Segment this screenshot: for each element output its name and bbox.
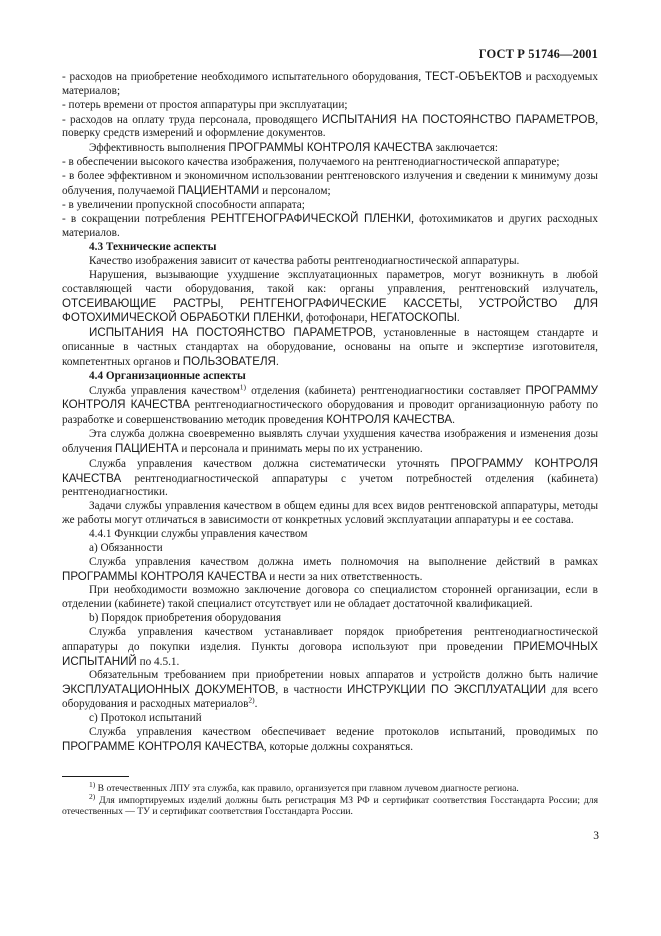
defined-term: ПОЛЬЗОВАТЕЛЯ bbox=[182, 354, 276, 368]
page-number: 3 bbox=[593, 830, 599, 842]
paragraph: Качество изображения зависит от качества работы рентгенодиагностической аппаратуры. bbox=[89, 254, 520, 267]
footnote-marker: 2) bbox=[89, 791, 96, 801]
defined-term: ПРОГРАММЫ КОНТРОЛЯ КАЧЕСТВА bbox=[62, 569, 267, 583]
item-heading: а) Обязанности bbox=[89, 541, 163, 554]
defined-term: РЕНТГЕНОГРАФИЧЕСКИЕ КАССЕТЫ bbox=[239, 296, 460, 310]
paragraph: - в более эффективном и экономичном использовании рентгеновского излучения и сведении к минимуму дозы облучения, получаемой ПАЦИЕНТАМИ и персоналом; bbox=[62, 169, 598, 197]
defined-term: ОТСЕИВАЮЩИЕ РАСТРЫ bbox=[62, 296, 221, 310]
defined-term: УСТРОЙСТВО ДЛЯ ФОТОХИМИЧЕСКОЙ ОБРАБОТКИ ПЛЕНКИ bbox=[62, 296, 599, 325]
body-text bbox=[62, 70, 598, 755]
defined-term: ПРОГРАММУ КОНТРОЛЯ КАЧЕСТВА bbox=[62, 456, 598, 485]
footnotes bbox=[62, 779, 598, 818]
paragraph: - в сокращении потребления РЕНТГЕНОГРАФИЧЕСКОЙ ПЛЕНКИ, фотохимикатов и других расходных материалов. bbox=[62, 212, 598, 240]
defined-term: ИСПЫТАНИЯ НА ПОСТОЯНСТВО ПАРАМЕТРОВ bbox=[321, 112, 596, 126]
item-heading: с) Протокол испытаний bbox=[89, 711, 202, 724]
footnote-ref: 2) bbox=[248, 695, 255, 705]
section-heading: 4.3 Технические аспекты bbox=[89, 241, 217, 254]
defined-term: ЭКСПЛУАТАЦИОННЫХ ДОКУМЕНТОВ bbox=[62, 683, 276, 697]
footnote-separator bbox=[62, 776, 129, 777]
paragraph: Эффективность выполнения ПРОГРАММЫ КОНТРОЛЯ КАЧЕСТВА заключается: bbox=[89, 141, 499, 155]
paragraph: Обязательным требованием при приобретении новых аппаратов и устройств должно быть наличие ЭКСПЛУАТАЦИОННЫХ ДОКУМЕНТОВ, в частности ИНСТРУКЦИИ ПО ЭКСПЛУАТАЦИИ для всего оборудования и расходных материалов$^{2)}$. bbox=[62, 669, 599, 711]
document-standard-number: ГОСТ Р 51746—2001 bbox=[478, 47, 598, 61]
defined-term: ПАЦИЕНТА bbox=[115, 441, 179, 455]
footnote-ref: 1) bbox=[239, 381, 247, 391]
paragraph: Задачи службы управления качеством в общем едины для всех видов рентгеновской аппаратуры, методы же работы могут отличаться в зависимости от конкретных условий эксплуатации аппаратуры и ее состава. bbox=[62, 500, 598, 527]
paragraph: - расходов на приобретение необходимого испытательного оборудования, ТЕСТ-ОБЪЕКТОВ и расходуемых материалов; bbox=[62, 70, 598, 97]
paragraph: - расходов на оплату труда персонала, проводящего ИСПЫТАНИЯ НА ПОСТОЯНСТВО ПАРАМЕТРОВ, поверку средств измерений и оформление документов. bbox=[62, 112, 598, 140]
paragraph: При необходимости возможно заключение договора со специалистом сторонней организации, если в отделении (кабинете) такой специалист отсутствует или не обладает достаточной квалификацией. bbox=[62, 584, 598, 611]
footnote-marker: 1) bbox=[89, 779, 96, 789]
paragraph: - в обеспечении высокого качества изображения, получаемого на рентгенодиагностической аппаратуре; bbox=[62, 156, 560, 169]
defined-term: ПРИЕМОЧНЫХ ИСПЫТАНИЙ bbox=[62, 639, 598, 668]
paragraph: Служба управления качеством$^{1)}$ отделения (кабинета) рентгенодиагностики составляет ПРОГРАММУ КОНТРОЛЯ КАЧЕСТВА рентгенодиагностического оборудования и проводит организационную работу по разработке и совершенствованию методик проведения КОНТРОЛЯ КАЧЕСТВА. bbox=[62, 381, 599, 427]
paragraph: ИСПЫТАНИЯ НА ПОСТОЯНСТВО ПАРАМЕТРОВ, установленные в настоящем стандарте и описанные в частных стандартах на оборудование, основаны на опыте и экспертизе изготовителя, компетентных органов и ПОЛЬЗОВАТЕЛЯ. bbox=[62, 326, 598, 368]
footnote: $^{1)}$ В отечественных ЛПУ эта служба, как правило, организуется при главном лучевом диагносте региона. bbox=[89, 779, 519, 794]
defined-term: ТЕСТ-ОБЪЕКТОВ bbox=[424, 70, 522, 83]
defined-term: НЕГАТОСКОПЫ bbox=[370, 311, 457, 325]
defined-term: ИНСТРУКЦИИ ПО ЭКСПЛУАТАЦИИ bbox=[346, 683, 547, 697]
paragraph: Служба управления качеством обеспечивает ведение протоколов испытаний, проводимых по ПРОГРАММЕ КОНТРОЛЯ КАЧЕСТВА, которые должны сохраняться. bbox=[62, 725, 598, 753]
defined-term: РЕНТГЕНОГРАФИЧЕСКОЙ ПЛЕНКИ bbox=[210, 212, 412, 226]
defined-term: ПРОГРАММЫ КОНТРОЛЯ КАЧЕСТВА bbox=[228, 141, 433, 155]
footnote: $^{2)}$ Для импортируемых изделий должны быть регистрация МЗ РФ и сертификат соответствия Госстандарта России; для отечественных — ТУ и сертификат соответствия Госстандарта России. bbox=[62, 791, 598, 818]
paragraph: Служба управления качеством устанавливает порядок приобретения рентгенодиагностической аппаратуры до покупки изделия. Пункты договора используют при проведении ПРИЕМОЧНЫХ ИСПЫТАНИЙ по 4.5.1. bbox=[62, 625, 598, 668]
subsection-heading: 4.4.1 Функции службы управления качеством bbox=[89, 528, 308, 540]
defined-term: ПРОГРАММУ КОНТРОЛЯ КАЧЕСТВА bbox=[62, 383, 599, 412]
paragraph: Эта служба должна своевременно выявлять случаи ухудшения качества изображения и изменения дозы облучения ПАЦИЕНТА и персонала и принимать меры по их устранению. bbox=[62, 428, 598, 455]
defined-term: КОНТРОЛЯ КАЧЕСТВА bbox=[326, 413, 453, 427]
paragraph: Служба управления качеством должна иметь полномочия на выполнение действий в рамках ПРОГРАММЫ КОНТРОЛЯ КАЧЕСТВА и нести за них ответственность. bbox=[62, 555, 598, 583]
defined-term: ИСПЫТАНИЯ НА ПОСТОЯНСТВО ПАРАМЕТРОВ bbox=[89, 326, 373, 340]
paragraph: - в увеличении пропускной способности аппарата; bbox=[62, 198, 305, 211]
paragraph: Служба управления качеством должна систематически уточнять ПРОГРАММУ КОНТРОЛЯ КАЧЕСТВА рентгенодиагностической аппаратуры с учетом потребностей отделения (кабинета) рентгенодиагностики. bbox=[62, 456, 598, 499]
defined-term: ПРОГРАММЕ КОНТРОЛЯ КАЧЕСТВА bbox=[62, 739, 264, 753]
defined-term: ПАЦИЕНТАМИ bbox=[177, 183, 260, 197]
section-heading: 4.4 Организационные аспекты bbox=[89, 369, 246, 382]
item-heading: b) Порядок приобретения оборудования bbox=[89, 612, 282, 625]
paragraph: Нарушения, вызывающие ухудшение эксплуатационных параметров, могут возникнуть в любой составляющей части оборудования, такой как: органы управления, рентгеновский излучатель, ОТСЕИВАЮЩИЕ РАСТРЫ, РЕНТГЕНОГРАФИЧЕСКИЕ КАССЕТЫ, УСТРОЙСТВО ДЛЯ ФОТОХИМИЧЕСКОЙ ОБРАБОТКИ ПЛЕНКИ, фотофонари, НЕГАТОСКОПЫ. bbox=[62, 268, 599, 325]
paragraph: - потерь времени от простоя аппаратуры при эксплуатации; bbox=[62, 98, 348, 111]
